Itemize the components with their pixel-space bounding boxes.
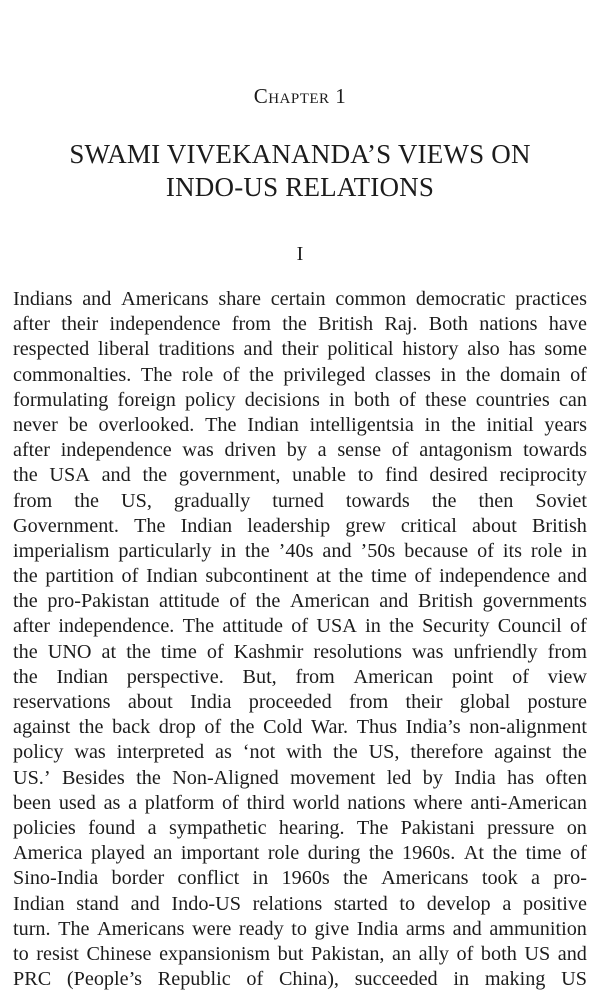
body-line: commonalties. The role of the privileged classes in the domain of — [13, 363, 587, 386]
body-line: PRC (People’s Republic of China), succeeded in making US — [13, 968, 587, 991]
body-line: after their independence from the British Raj. Both nations have — [13, 313, 587, 336]
body-line: Government. The Indian leadership grew critical about British — [13, 514, 587, 537]
section-numeral: I — [296, 243, 304, 265]
body-line: against the back drop of the Cold War. Thus India’s non-alignment — [13, 716, 587, 739]
chapter-label-prefix: Chapter — [253, 84, 330, 108]
body-line: reservations about India proceeded from their global posture — [13, 691, 587, 713]
chapter-title-line-1: SWAMI VIVEKANANDA’S VIEWS ON — [69, 139, 531, 169]
chapter-label — [0, 84, 600, 109]
body-line: turn. The Americans were ready to give India arms and ammunition — [13, 917, 587, 940]
body-line: Sino-India border conflict in 1960s the Americans took a pro- — [13, 867, 587, 890]
body-line: the USA and the government, unable to find desired reciprocity — [13, 464, 587, 487]
body-line: the partition of Indian subcontinent at the time of independence and — [13, 565, 587, 588]
body-line: Indians and Americans share certain common democratic practices — [13, 288, 587, 310]
body-line: after independence was driven by a sense of antagonism towards — [13, 439, 587, 462]
body-line: respected liberal traditions and their political history also has some — [13, 338, 587, 361]
body-line: to resist Chinese expansionism but Pakistan, an ally of both US and — [13, 942, 587, 965]
body-line: Indian stand and Indo-US relations started to develop a positive — [13, 892, 587, 915]
chapter-title — [40, 138, 560, 204]
body-line: the UNO at the time of Kashmir resolutions was unfriendly from — [13, 640, 587, 663]
body-line: never be overlooked. The Indian intelligentsia in the initial years — [13, 413, 587, 436]
chapter-title-line-2: INDO-US RELATIONS — [165, 172, 435, 202]
body-line: been used as a platform of third world nations where anti-American — [13, 791, 587, 814]
body-line: after independence. The attitude of USA in the Security Council of — [13, 615, 587, 638]
body-line: the Indian perspective. But, from American point of view — [13, 665, 587, 688]
body-line: the pro-Pakistan attitude of the American and British governments — [13, 590, 587, 613]
body-line: US.’ Besides the Non-Aligned movement led by India has often — [13, 766, 587, 789]
body-line: policy was interpreted as ‘not with the US, therefore against the — [13, 741, 587, 764]
chapter-number: 1 — [335, 84, 347, 108]
body-line: formulating foreign policy decisions in both of these countries can — [13, 388, 587, 411]
body-paragraph — [13, 287, 587, 992]
body-line: America played an important role during the 1960s. At the time of — [13, 842, 587, 865]
body-line: policies found a sympathetic hearing. The Pakistani pressure on — [13, 816, 587, 839]
body-line: from the US, gradually turned towards the then Soviet — [13, 489, 587, 512]
body-line: imperialism particularly in the ’40s and ’50s because of its role in — [13, 539, 587, 562]
